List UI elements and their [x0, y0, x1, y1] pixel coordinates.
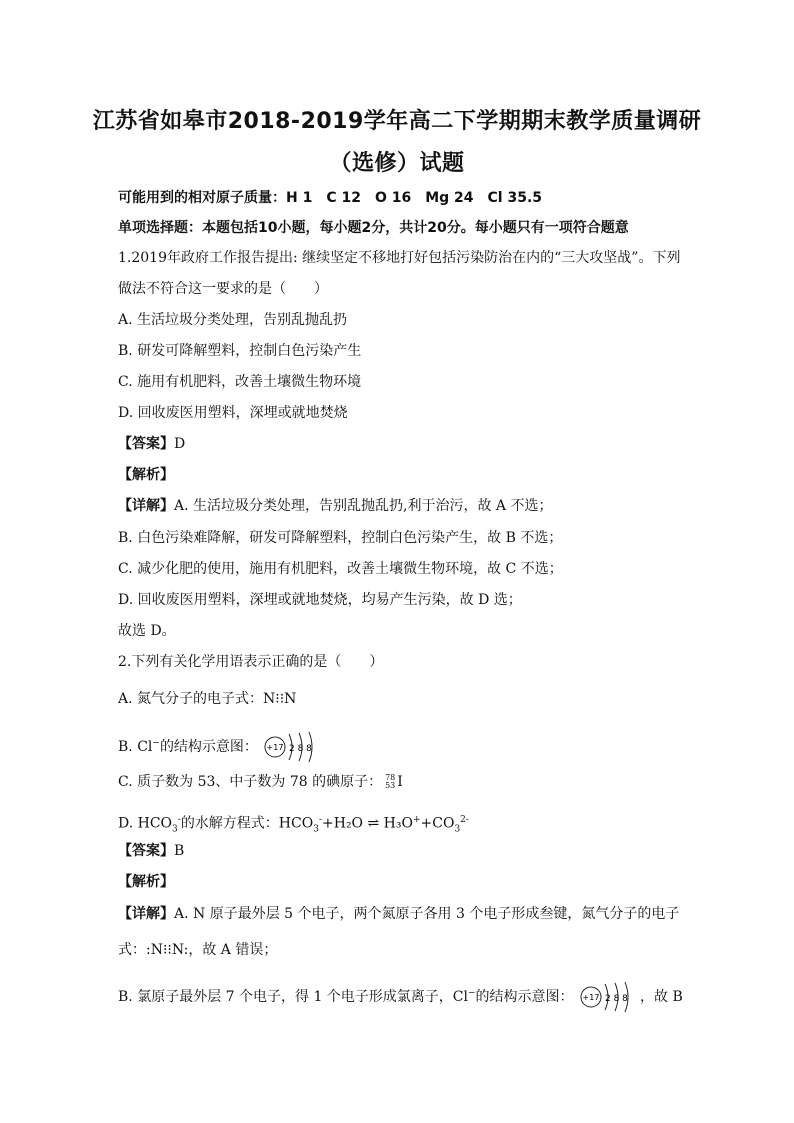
q2-option-d-tail: +CO — [420, 815, 455, 832]
superscript-plus: + — [412, 815, 421, 825]
q2-explanation-b — [118, 980, 683, 1014]
q2-option-b-prefix: B. Cl — [118, 739, 153, 755]
q2-option-b-suffix: 的结构示意图： — [159, 739, 258, 755]
q1-explanation-a-text: A. 生活垃圾分类处理，告别乱抛乱扔,利于治污，故 A 不选； — [174, 498, 553, 514]
superscript-neg: - — [177, 815, 181, 825]
q2-option-a-text: A. 氮气分子的电子式： — [118, 691, 264, 707]
superscript-2neg: 2- — [460, 815, 469, 825]
subscript-3b: 3 — [313, 824, 319, 835]
q2-answer — [118, 841, 184, 861]
q1-option-d: D. 回收废医用塑料，深埋或就地焚烧 — [118, 405, 348, 421]
q2-explanation-b-prefix: B. 氯原子最外层 7 个电子，得 1 个电子形成氯离子，Cl — [118, 989, 468, 1005]
q1-explanation-d: D. 回收废医用塑料，深埋或就地焚烧，均易产生污染，故 D 选； — [118, 592, 522, 608]
q2-detail-tag: 【详解】 — [118, 906, 174, 922]
q1-explanation-a — [118, 496, 552, 516]
atomic-mass-label: 可能用到的相对原子质量： — [118, 190, 286, 206]
q1-explanation-c: C. 减少化肥的使用，施用有机肥料，改善土壤微生物环境，故 C 不选； — [118, 561, 563, 577]
nitrogen-electron-formula: :N⁝⁝N: — [146, 942, 189, 958]
q2-answer-value: B — [174, 843, 185, 859]
q2-option-d-mid: 的水解方程式：HCO — [180, 815, 314, 832]
chlorine-ion-structure-diagram — [262, 730, 324, 764]
q2-option-a — [118, 689, 296, 709]
q2-answer-tag: 【答案】 — [118, 843, 174, 859]
q2-analysis-tag: 【解析】 — [118, 874, 174, 890]
q2-explanation-a-prefix: 式： — [118, 942, 146, 958]
q1-conclusion: 故选 D。 — [118, 623, 176, 639]
atomic-number: 53 — [385, 781, 396, 790]
q2-explanation-b-mid: 的结构示意图： — [475, 989, 574, 1005]
section-heading: 单项选择题：本题包括10小题，每小题2分，共计20分。每小题只有一项符合题意 — [118, 220, 629, 236]
q1-stem-line2: 做法不符合这一要求的是（ ） — [118, 281, 328, 297]
q1-explanation-b: B. 白色污染难降解，研发可降解塑料，控制白色污染产生，故 B 不选； — [118, 530, 563, 546]
q2-explanation-a-line1 — [118, 904, 679, 924]
q1-answer — [118, 434, 185, 454]
q2-stem: 2.下列有关化学用语表示正确的是（ ） — [118, 654, 384, 670]
q2-explanation-b-suffix: ，故 B — [640, 989, 683, 1005]
q1-analysis-tag: 【解析】 — [118, 467, 174, 483]
shell-electron-counts: 2 8 8 — [289, 744, 313, 754]
subscript-3c: 3 — [454, 824, 461, 835]
atomic-mass-line — [118, 188, 542, 208]
element-symbol: I — [397, 774, 403, 790]
shell-electron-counts-2: 2 8 8 — [605, 994, 628, 1004]
mass-number: 78 — [385, 773, 396, 782]
q2-explanation-a-text: A. N 原子最外层 5 个电子，两个氮原子各用 3 个电子形成叁键，氮气分子的电子 — [174, 906, 680, 922]
q1-stem-line1: 1.2019年政府工作报告提出: 继续坚定不移地打好包括污染防治在内的“三大攻坚战”。下列 — [118, 250, 681, 266]
q2-option-c-text: C. 质子数为 53、中子数为 78 的碘原子： — [118, 774, 383, 790]
q2-option-b-charge: − — [152, 738, 160, 749]
chlorine-ion-structure-diagram-2 — [578, 980, 640, 1014]
q2-explanation-b-charge: − — [468, 988, 476, 999]
q2-option-d-prefix: D. HCO — [118, 815, 173, 832]
q2-option-c — [118, 772, 403, 792]
nucleus-charge-2: +17 — [582, 993, 600, 1002]
q2-explanation-a-suffix: ，故 A 错误； — [188, 942, 278, 958]
q2-explanation-a-line2 — [118, 940, 277, 960]
document-title-line1: 江苏省如皋市2018-2019学年高二下学期期末教学质量调研 — [92, 109, 702, 134]
q1-option-b: B. 研发可降解塑料，控制白色污染产生 — [118, 343, 362, 359]
q2-option-d — [118, 810, 469, 839]
superscript-neg-b: - — [318, 815, 322, 825]
q2-option-a-formula: N⁝⁝N — [263, 691, 297, 707]
q2-option-d-equation: +H₂O ⇌ H₃O — [322, 815, 413, 832]
document-title-line2: （选修）试题 — [329, 151, 465, 176]
subscript-3: 3 — [172, 824, 178, 835]
q1-option-c: C. 施用有机肥料，改善土壤微生物环境 — [118, 374, 362, 390]
q1-option-a: A. 生活垃圾分类处理，告别乱抛乱扔 — [118, 312, 348, 328]
q1-answer-tag: 【答案】 — [118, 436, 174, 452]
nucleus-charge: +17 — [266, 743, 284, 752]
atomic-mass-values: H 1 C 12 O 16 Mg 24 Cl 35.5 — [286, 190, 543, 206]
q1-detail-tag: 【详解】 — [118, 498, 174, 514]
iodine-isotope-notation — [385, 774, 395, 790]
q2-option-b — [118, 730, 324, 764]
q1-answer-value: D — [174, 436, 186, 452]
